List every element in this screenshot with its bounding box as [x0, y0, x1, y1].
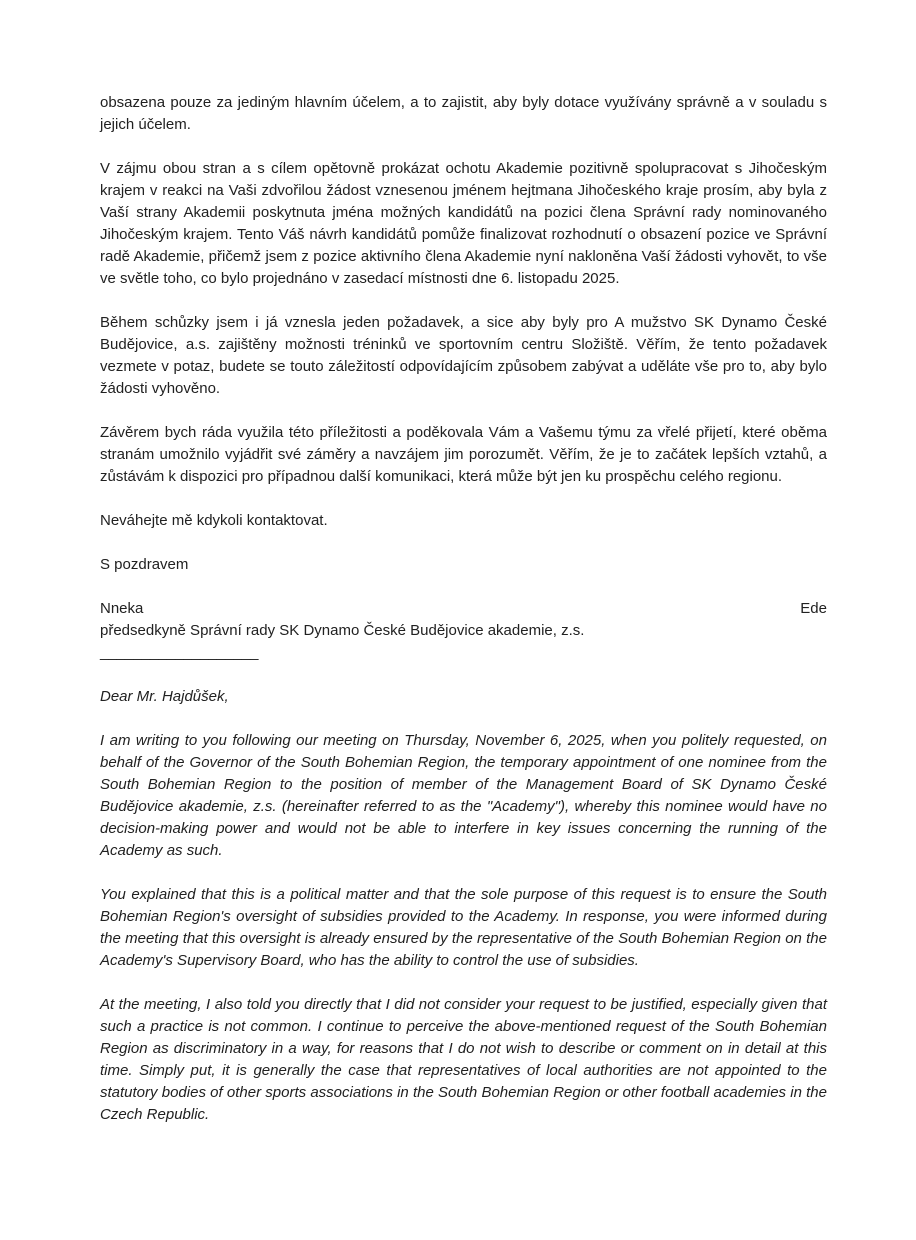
signatory-title: předsedkyně Správní rady SK Dynamo České Budějovice akademie, z.s.: [100, 622, 585, 639]
valediction: S pozdravem: [100, 556, 189, 573]
czech-paragraph-1: obsazena pouze za jediným hlavním účelem, a to zajistit, aby byly dotace využívány správně a v souladu s jejich účelem.: [100, 94, 827, 133]
czech-letter-section: [100, 92, 827, 664]
english-paragraph-2: You explained that this is a political matter and that the sole purpose of this request is to ensure the South Bohemian Region's oversight of subsidies provided to the Academy. In response, you were informed during the meeting that this oversight is already ensured by the representative of the South Bohemian Region on the Academy's Supervisory Board, who has the ability to control the use of subsidies.: [100, 886, 827, 969]
english-letter-section: [100, 686, 827, 1126]
czech-paragraph-4: Závěrem bych ráda využila této příležitosti a poděkovala Vám a Vašemu týmu za vřelé přijetí, které oběma stranám umožnilo vyjádřit své záměry a navzájem jim porozumět. Věřím, že je to začátek lepších vztahů, a zůstávám k dispozici pro případnou další komunikaci, která může být jen ku prospěchu celého regionu.: [100, 424, 827, 485]
signatory-last-name: Ede: [800, 600, 827, 617]
signature-row: [100, 598, 827, 620]
signatory-first-name: Nneka: [100, 600, 144, 617]
english-paragraph-3: At the meeting, I also told you directly that I did not consider your request to be justified, especially given that such a practice is not common. I continue to perceive the above-mentioned request of the South Bohemian Region as discriminatory in a way, for reasons that I do not wish to describe or comment on in detail at this time. Simply put, it is generally the case that representatives of local authorities are not appointed to the statutory bodies of other sports associations in the South Bohemian Region or other football academies in the Czech Republic.: [100, 996, 827, 1123]
czech-paragraph-3: Během schůzky jsem i já vznesla jeden požadavek, a sice aby byly pro A mužstvo SK Dynamo České Budějovice, a.s. zajištěny možnosti tréninků ve sportovním centru Složiště. Věřím, že tento požadavek vezmete v potaz, budete se touto záležitostí odpovídajícím způsobem zabývat a uděláte vše pro to, aby bylo žádosti vyhověno.: [100, 314, 827, 397]
english-greeting: Dear Mr. Hajdůšek,: [100, 688, 229, 705]
separator-line: ___________________: [100, 644, 259, 661]
contact-line: Neváhejte mě kdykoli kontaktovat.: [100, 512, 328, 529]
english-paragraph-1: I am writing to you following our meeting on Thursday, November 6, 2025, when you politely requested, on behalf of the Governor of the South Bohemian Region, the temporary appointment of one nominee from the South Bohemian Region to the position of member of the Management Board of SK Dynamo České Budějovice akademie, z.s. (hereinafter referred to as the "Academy"), whereby this nominee would have no decision-making power and would not be able to interfere in key issues concerning the running of the Academy as such.: [100, 732, 827, 859]
czech-paragraph-2: V zájmu obou stran a s cílem opětovně prokázat ochotu Akademie pozitivně spolupracovat s Jihočeským krajem v reakci na Vaši zdvořilou žádost vznesenou jménem hejtmana Jihočeského kraje prosím, aby byla z Vaší strany Akademii poskytnuta jména možných kandidátů na pozici člena Správní rady nominovaného Jihočeským krajem. Tento Váš návrh kandidátů pomůže finalizovat rozhodnutí o obsazení pozice ve Správní radě Akademie, přičemž jsem z pozice aktivního člena Akademie nyní nakloněna Vaší žádosti vyhovět, to vše ve světle toho, co bylo projednáno v zasedací místnosti dne 6. listopadu 2025.: [100, 160, 827, 287]
